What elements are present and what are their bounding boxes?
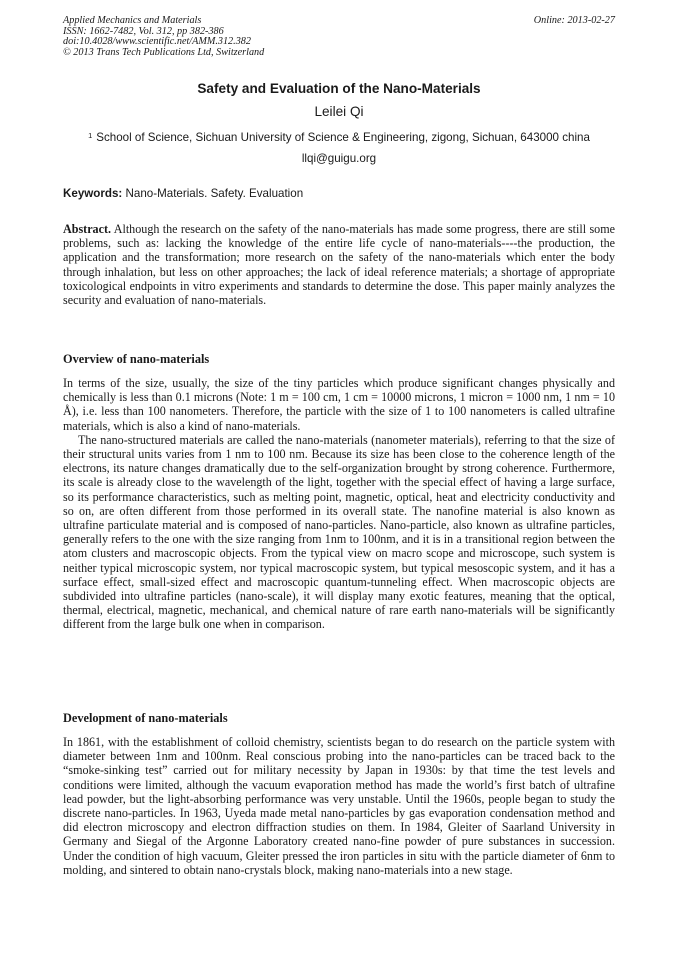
keywords-text: Nano-Materials. Safety. Evaluation bbox=[125, 187, 304, 200]
author-affiliation bbox=[0, 130, 678, 145]
journal-header bbox=[63, 16, 393, 58]
paragraph: In terms of the size, usually, the size of the tiny particles which produce significant changes physically and chemically is less than 0.1 microns (Note: 1 m = 100 cm, 1 cm = 10000 microns, 1 micron = 1000 nm, 1 nm = 10 Å), i.e. less than 100 nanometers. Therefore, the particle with the size of 1 to 100 nanometers is called ultrafine materials, which is also a kind of nano-materials. bbox=[63, 376, 615, 433]
paper-title: Safety and Evaluation of the Nano-Materials bbox=[197, 81, 481, 96]
author-email[interactable]: llqi@guigu.org bbox=[301, 152, 377, 165]
author-name: Leilei Qi bbox=[314, 104, 364, 119]
journal-doi: doi:10.4028/www.scientific.net/AMM.312.382 bbox=[63, 36, 251, 48]
keywords bbox=[63, 186, 615, 201]
section-overview bbox=[63, 376, 615, 632]
paragraph: The nano-structured materials are called the nano-materials (nanometer materials), referring to that the size of their structural units varies from 1 nm to 100 nm. Because its size has been close to the coherence length of the electrons, its nature changes dramatically due to the self-organization brought by strong coherence. Furthermore, its scale is already close to the wavelength of the light, together with the special effect of having a large surface, so its performance characteristics, such as melting point, magnetic, optical, heat and electricity conductivity and so on, are often different from those performed in its overall state. The nanofine material is also known as ultrafine particulate material and is composed of nano-particles. Nano-particle, also known as ultrafine particles, generally refers to the one with the size ranging from 1nm to 100nm, and it is in a transitional region between the atom clusters and macroscopic objects. From the typical view on macro scope and microscope, such system is neither typical microscopic system, nor typical macroscopic system, but typical mesoscopic system, and it has a surface effect, small-sized effect and macroscopic quantum-tunneling effect. When macroscopic objects are subdivided into ultrafine particles (nano-scale), it will display many exotic features, meaning that the optical, thermal, electrical, magnetic, mechanical, and chemical nature of rare earth nano-materials will be significantly different from the large bulk one when in comparison. bbox=[63, 432, 615, 632]
paragraph: In 1861, with the establishment of colloid chemistry, scientists began to do research on the particle system with diameter between 1nm and 100nm. Real conscious probing into the nano-particles can be traced back to the “smoke-sinking test” carried out for military necessity by Japan in 1930s: by that time the test levels and conditions were limited, although the vacuum evaporation method has made the world’s first batch of ultrafine lead powder, but the light-absorbing performance was very unstable. Until the 1960s, people began to study the discrete nano-particles. In 1963, Uyeda made metal nano-particles by gas evaporation condensation method and did electron microscopy and electron diffraction studies on them. In 1984, Gleiter of Saarland University in Germany and Siegal of the Argonne Laboratory created nano-fine powder of pure substances in succession. Under the condition of high vacuum, Gleiter pressed the iron particles in situ with the particle diameter of 6nm to molding, and sintered to obtain nano-crystals block, making nano-materials into a new stage. bbox=[63, 735, 615, 877]
section-development bbox=[63, 735, 615, 877]
journal-copyright: © 2013 Trans Tech Publications Ltd, Switzerland bbox=[63, 46, 265, 58]
affiliation-marker: 1 bbox=[88, 131, 93, 140]
abstract bbox=[63, 222, 615, 307]
journal-issn: ISSN: 1662-7482, Vol. 312, pp 382-386 bbox=[63, 25, 224, 37]
abstract-text: Although the research on the safety of the nano-materials has made some progress, there are still some problems, such as: lacking the knowledge of the entire life cycle of nano-materials----the production, the application and the transformation; more research on the safety of the nano-materials which enter the body through inhalation, but less on other approaches; the lack of ideal reference materials; a shortage of appropriate toxicological endpoints in vitro experiments and standards to determine the dose. This paper mainly analyzes the security and evaluation of nano-materials. bbox=[63, 222, 615, 308]
affiliation-text: School of Science, Sichuan University of Science & Engineering, zigong, Sichuan, 643000 china bbox=[96, 131, 590, 144]
journal-name: Applied Mechanics and Materials bbox=[63, 15, 202, 26]
abstract-label: Abstract. bbox=[63, 222, 112, 236]
section-heading-overview: Overview of nano-materials bbox=[63, 352, 210, 366]
online-date: Online: 2013-02-27 bbox=[533, 15, 615, 26]
section-heading-development: Development of nano-materials bbox=[63, 711, 228, 725]
keywords-label: Keywords: bbox=[63, 187, 123, 200]
